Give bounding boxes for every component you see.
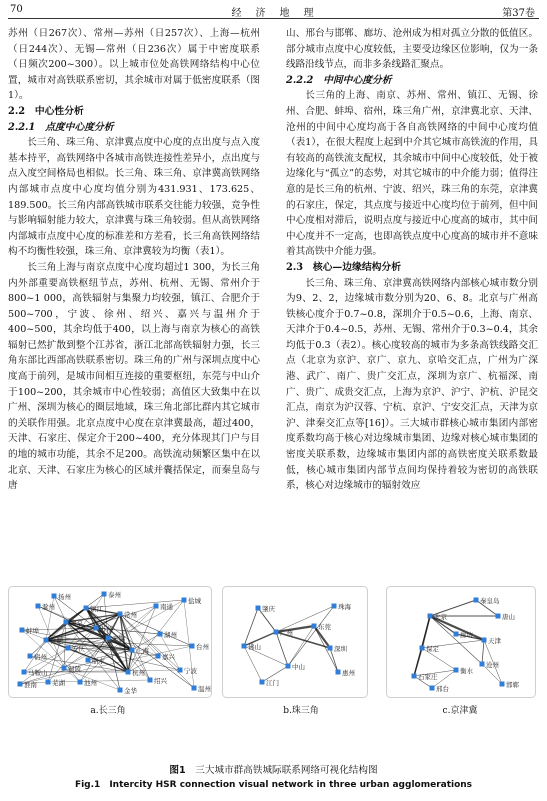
section-heading: 2.2.2 中间中心度分析	[286, 74, 392, 86]
yrd-node	[118, 688, 123, 693]
yrd-node	[178, 668, 183, 673]
prd-node-label: 江门	[266, 679, 279, 687]
yrd-node	[106, 636, 111, 641]
yrd-node-label: 池州	[84, 679, 97, 687]
yrd-node	[94, 626, 99, 631]
yrd-node	[28, 654, 33, 659]
yrd-node	[126, 670, 131, 675]
yrd-node	[158, 632, 163, 637]
yrd-network-graph	[8, 586, 212, 698]
jjj-node	[500, 682, 505, 687]
yrd-node	[36, 604, 41, 609]
yrd-node-label: 宁波	[184, 667, 197, 675]
prd-node	[286, 664, 291, 669]
jjj-node	[454, 668, 459, 673]
yrd-node-label: 上海	[136, 647, 149, 655]
prd-node-label: 东莞	[318, 623, 331, 631]
yrd-node	[156, 654, 161, 659]
paragraph: 山、邢台与邯郸、廊坊、沧州成为相对孤立分散的低值区。部分城市点度中心度较低，主要受边缘区位影响，仅为一条线路沿线节点，而非多条线路汇聚点。	[286, 28, 538, 71]
yrd-node-label: 淮南	[24, 681, 37, 689]
yrd-node	[46, 680, 51, 685]
yrd-node	[154, 604, 159, 609]
yrd-node-label: 温州	[198, 685, 211, 693]
prd-node	[274, 630, 279, 635]
journal-title: 经 济 地 理	[231, 8, 316, 19]
figure-number-cn: 图1	[169, 765, 186, 776]
yrd-node	[44, 638, 49, 643]
yrd-node-label: 无锡	[112, 635, 125, 643]
yrd-node	[130, 648, 135, 653]
jjj-node	[412, 674, 417, 679]
yrd-node-label: 杭州	[132, 669, 145, 677]
yrd-node-label: 金华	[124, 687, 137, 695]
jjj-node-label: 北京	[434, 613, 447, 621]
prd-node	[260, 680, 265, 685]
yrd-node-label: 芜湖	[52, 679, 65, 687]
running-header	[0, 0, 547, 20]
section-heading: 2.2 中心性分析	[8, 105, 84, 117]
jjj-node	[420, 646, 425, 651]
section-heading: 2.3 核心—边缘结构分析	[286, 261, 402, 273]
page-number: 70	[10, 4, 23, 15]
yrd-node	[86, 658, 91, 663]
prd-node-label: 佛山	[248, 643, 261, 651]
volume-number: 第37卷	[502, 8, 535, 19]
yrd-node-label: 南通	[160, 603, 173, 611]
prd-node-label: 珠海	[338, 603, 351, 611]
jjj-node	[474, 598, 479, 603]
jjj-node	[496, 614, 501, 619]
yrd-node	[190, 644, 195, 649]
prd-node	[336, 670, 341, 675]
prd-node	[332, 604, 337, 609]
yrd-node	[18, 682, 23, 687]
jjj-node-label: 沧州	[486, 661, 499, 669]
figure-title-en: Intercity HSR connection visual network in three urban agglomerations	[109, 780, 473, 790]
figure-number-en: Fig.1	[74, 780, 101, 790]
jjj-node-label: 唐山	[502, 613, 515, 621]
yrd-node-label: 扬州	[58, 593, 71, 601]
prd-node-label: 惠州	[342, 669, 355, 677]
prd-node-label: 深圳	[334, 645, 347, 653]
jjj-node-label: 保定	[426, 645, 439, 653]
yrd-node-label: 苏州	[100, 625, 113, 633]
yrd-node-label: 马鞍山	[28, 669, 48, 677]
figure-title-cn: 三大城市群高铁城际联系网络可视化结构图	[195, 765, 378, 776]
prd-node-label: 广州	[280, 629, 293, 637]
jjj-node-label: 天津	[488, 637, 501, 645]
jjj-node-label: 廊坊	[460, 631, 473, 639]
yrd-node-label: 滁州	[42, 603, 55, 611]
prd-node	[312, 624, 317, 629]
yrd-node-label: 安庆	[72, 645, 85, 653]
yrd-node-label: 盐城	[188, 597, 201, 605]
yrd-node	[62, 666, 67, 671]
yrd-node	[64, 620, 69, 625]
prd-node-label: 中山	[292, 663, 305, 671]
prd-node	[256, 606, 261, 611]
yrd-node-label: 铜陵	[68, 665, 81, 673]
yrd-node-label: 宿州	[34, 653, 47, 661]
jjj-node	[428, 614, 433, 619]
yrd-node	[182, 598, 187, 603]
paragraph: 长三角上海与南京点度中心度均超过1 300，为长三角内外部重要高铁枢纽节点，苏州、杭州、无锡、常州介于800~1 000，高铁辐射与集聚力均较强，镇江、合肥介于500~700，宁波、徐州、绍兴、嘉兴与温州介于400~500，其余均低于400，以上海与南京为核心的高铁辐射已然扩散到整个江苏省，浙江北部高铁辐射力强，长三角东部比西部高铁联系密切。珠三角的广州与深圳点度中心度高于前列，是城市间相互连接的重要枢纽，东莞与中山介于100~200，其余城市中心性较弱；高值区大致集中在以广州、深圳为核心的圈层地域，珠三角北部比群内其它城市的关联作用强。北京点度中心度在京津冀最高，超过400，天津、石家庄、保定介于200~400，充分体现其门户与目的地的城市功能，其余不足200。高铁流动频繁区集中在以北京、天津、石家庄为核心的区域并囊括保定，而秦皇岛与唐	[8, 261, 260, 492]
jjj-node	[480, 662, 485, 667]
yrd-node-label: 嘉兴	[162, 653, 175, 661]
panel-label-b: b.珠三角	[283, 706, 319, 716]
header-rule	[8, 18, 539, 19]
yrd-node-label: 蚌埠	[26, 627, 39, 635]
yrd-node	[102, 592, 107, 597]
jjj-node-label: 邯郸	[506, 681, 519, 689]
jjj-node	[430, 686, 435, 691]
yrd-node	[118, 612, 123, 617]
prd-node	[242, 644, 247, 649]
yrd-node-label: 丽水	[92, 657, 105, 665]
yrd-node	[22, 670, 27, 675]
panel-label-a: a.长三角	[90, 706, 126, 716]
yrd-node-label: 泰州	[108, 591, 121, 599]
yrd-node-label: 台州	[196, 643, 209, 651]
yrd-node	[20, 628, 25, 633]
yrd-node	[148, 678, 153, 683]
right-text-column	[286, 26, 538, 494]
paragraph: 长三角、珠三角、京津冀高铁网络内部核心城市数分别为9、2、2，边缘城市数分别为20、6、8。北京与广州高铁核心度介于0.7~0.8，深圳介于0.5~0.6，上海、南京、天津介于0.4~0.5，苏州、无锡、常州介于0.3~0.4，其余均低于0.3（表2）。核心度较高的城市为多条高铁线路交汇点（北京为京沪、京广、京九、京哈交汇点，广州为广深港、武广、南广、贵广交汇点，深圳为京广、杭福深、南广、贵广、成贵交汇点，上海为京沪、沪宁、沪杭、沪昆交汇点，南京为沪汉蓉、宁杭、京沪、宁安交汇点，天津为京沪、津秦交汇点等[16]）。三大城市群核心城市集团内部密度系数均高于核心对边缘城市集团、边缘对核心城市集团的密度关联系数，边缘城市集团内部的高铁密度关联系数最低，核心城市集团内部节点间均保持着较为密切的高铁联系，核心对边缘城市的辐射效应	[286, 277, 538, 492]
yrd-node-label: 南京	[70, 619, 83, 627]
jjj-node-label: 石家庄	[418, 673, 438, 681]
yrd-node-label: 镇江	[90, 605, 103, 613]
jjj-node	[454, 632, 459, 637]
jjj-node-label: 秦皇岛	[480, 597, 500, 605]
figure-1	[8, 586, 539, 754]
prd-network-graph	[222, 586, 368, 698]
yrd-node-label: 合肥	[50, 637, 63, 645]
paragraph: 苏州（日267次）、常州—苏州（日257次）、上海—杭州（日244次）、无锡—常州（日236次）属于中密度联系（日频次200~300）。以上城市位处高铁网络结构中心位置，城市对高铁联系密切，其余城市对属于低密度联系（图1）。	[8, 28, 260, 102]
yrd-node	[52, 594, 57, 599]
yrd-node-label: 常州	[124, 611, 137, 619]
yrd-node	[192, 686, 197, 691]
figure-caption-en	[0, 777, 547, 790]
section-heading: 2.2.1 点度中心度分析	[8, 121, 114, 133]
yrd-node	[78, 680, 83, 685]
prd-node-label: 肇庆	[262, 605, 275, 613]
yrd-node-label: 湖州	[164, 631, 177, 639]
panel-label-c: c.京津冀	[442, 706, 478, 716]
jjj-node-label: 邢台	[436, 685, 449, 693]
figure-caption-cn	[0, 762, 547, 776]
paragraph: 长三角、珠三角、京津冀点度中心度的点出度与点入度基本持平，高铁网络中各城市高铁连接性差异小，点出度与点入度空间格局也相似。长三角、珠三角、京津冀高铁网络内部城市点度中心度均值分别为431.931、173.625、189.500。长三角内部高铁城市联系交往能力较强，竞争性与影响辐射能力较大，京津冀与珠三角较弱。但从高铁网络内部城市点度中心度的标准差和方差看，长三角高铁网络结构不均衡性较强，珠三角、京津冀较为均衡（表1）。	[8, 137, 260, 258]
yrd-node	[84, 606, 89, 611]
jjj-node	[482, 638, 487, 643]
yrd-node	[66, 646, 71, 651]
paragraph: 长三角的上海、南京、苏州、常州、镇江、无锡、徐州、合肥、蚌埠、宿州，珠三角广州，京津冀北京、天津、沧州的中间中心度均高于各自高铁网络的中间中心度均值（表1），在很大程度上起到中介其它城市高铁流的作用，具有较高的高铁流支配权，其余城市中间中心度较低，处于被边缘化与“孤立”的态势，对其它城市的中介能力弱；值得注意的是长三角的杭州、宁波、绍兴，珠三角的东莞，京津冀的石家庄，保定，其点度与接近中心度均位于前列，但中间中心度相对滞后，说明点度与接近中心度高的城市，其中间中心度并不一定高，也即高铁点度中心度高的城市并不意味着其高铁中介能力强。	[286, 90, 538, 258]
left-text-column	[8, 26, 260, 494]
jjj-node-label: 衡水	[460, 667, 473, 675]
yrd-node-label: 绍兴	[154, 677, 167, 685]
jjj-network-graph	[386, 586, 536, 698]
prd-node	[328, 646, 333, 651]
